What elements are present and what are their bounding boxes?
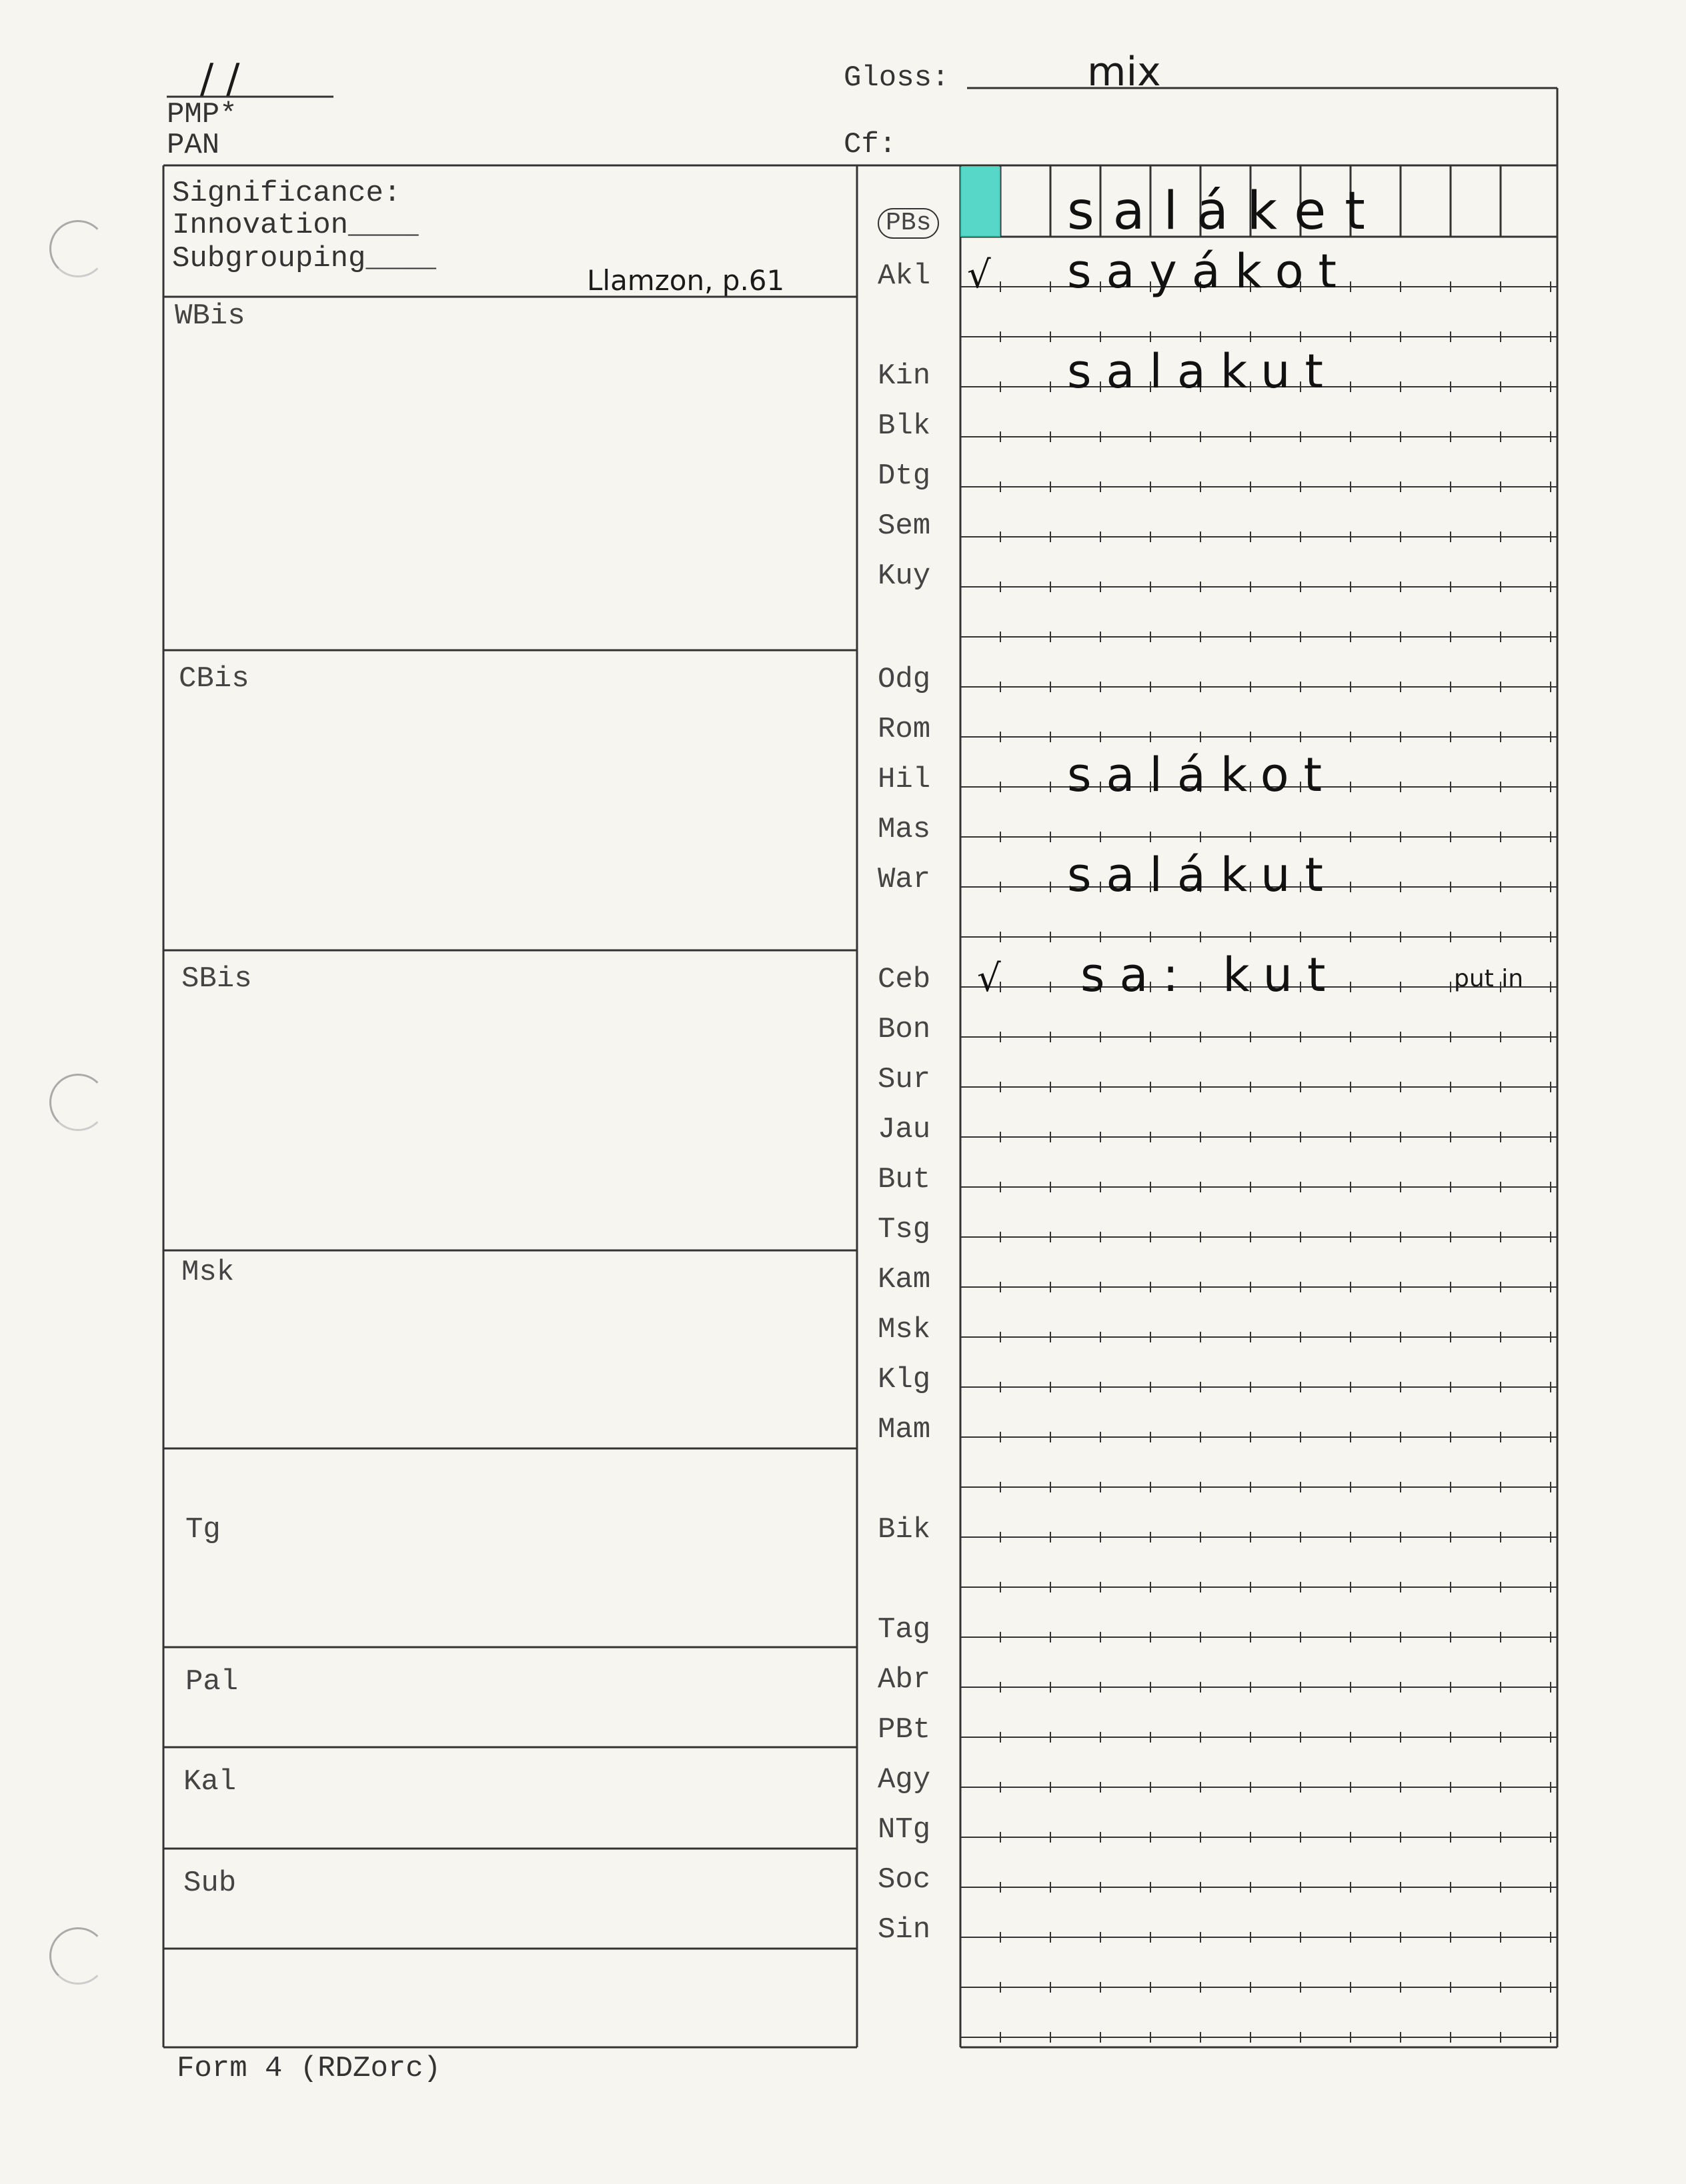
gloss-value: mix [1087, 49, 1161, 95]
significance-title: Significance: [172, 177, 401, 210]
section-sbis: SBis [181, 962, 252, 996]
lang-mas: Mas [878, 813, 931, 846]
gloss-label: Gloss: [844, 61, 950, 95]
lang-dtg: Dtg [878, 459, 931, 493]
cf-label: Cf: [844, 128, 897, 161]
lang-war: War [878, 863, 931, 896]
lang-ntg: NTg [878, 1813, 931, 1847]
lang-but: But [878, 1163, 931, 1196]
lang-agy: Agy [878, 1763, 931, 1797]
lang-rom: Rom [878, 713, 931, 746]
form-footer: Form 4 (RDZorc) [177, 2052, 442, 2085]
entry-ceb-note: put in [1454, 965, 1524, 992]
entry-war: salákut [1067, 848, 1338, 902]
lang-bik: Bik [878, 1513, 931, 1546]
lang-msk: Msk [878, 1313, 931, 1346]
lang-kam: Kam [878, 1263, 931, 1296]
date-marks: / / [200, 55, 240, 102]
lang-odg: Odg [878, 663, 931, 696]
lang-akl: Akl [878, 259, 931, 293]
entry-ceb: sa: kut [1080, 948, 1341, 1002]
lang-kin: Kin [878, 359, 931, 393]
check-ceb: √ [977, 957, 1001, 1000]
lang-sur: Sur [878, 1063, 931, 1096]
lang-klg: Klg [878, 1363, 931, 1396]
check-akl: √ [967, 253, 991, 297]
section-pal: Pal [185, 1665, 239, 1699]
lang-pbs: PBs [878, 208, 939, 239]
pmp-label: PMP* [167, 98, 237, 131]
lang-mam: Mam [878, 1413, 931, 1446]
section-msk: Msk [181, 1256, 235, 1289]
section-cbis: CBis [179, 662, 249, 696]
section-tg: Tg [185, 1513, 221, 1546]
entry-akl: sayákot [1067, 244, 1352, 299]
entry-hil: salákot [1067, 748, 1337, 802]
lang-bon: Bon [878, 1013, 931, 1046]
lang-hil: Hil [878, 763, 931, 796]
pan-label: PAN [167, 129, 220, 162]
lang-tag: Tag [878, 1613, 931, 1647]
lang-sin: Sin [878, 1913, 931, 1947]
lang-pbt: PBt [878, 1713, 931, 1747]
source-note: Llamzon, p.61 [587, 264, 785, 297]
lang-blk: Blk [878, 409, 931, 443]
lang-ceb: Ceb [878, 963, 931, 996]
lang-abr: Abr [878, 1663, 931, 1697]
lang-soc: Soc [878, 1863, 931, 1897]
lang-sem: Sem [878, 509, 931, 543]
lang-kuy: Kuy [878, 560, 931, 593]
section-kal: Kal [183, 1765, 237, 1799]
lang-jau: Jau [878, 1113, 931, 1146]
section-wbis: WBis [175, 299, 245, 333]
entry-pbs: saláket [1067, 181, 1384, 241]
entry-kin: salakut [1067, 344, 1338, 399]
innovation-label: Innovation____ [172, 209, 419, 242]
lang-tsg: Tsg [878, 1213, 931, 1246]
highlight-mark [960, 167, 1000, 237]
subgrouping-label: Subgrouping____ [172, 242, 437, 275]
section-sub: Sub [183, 1867, 237, 1900]
